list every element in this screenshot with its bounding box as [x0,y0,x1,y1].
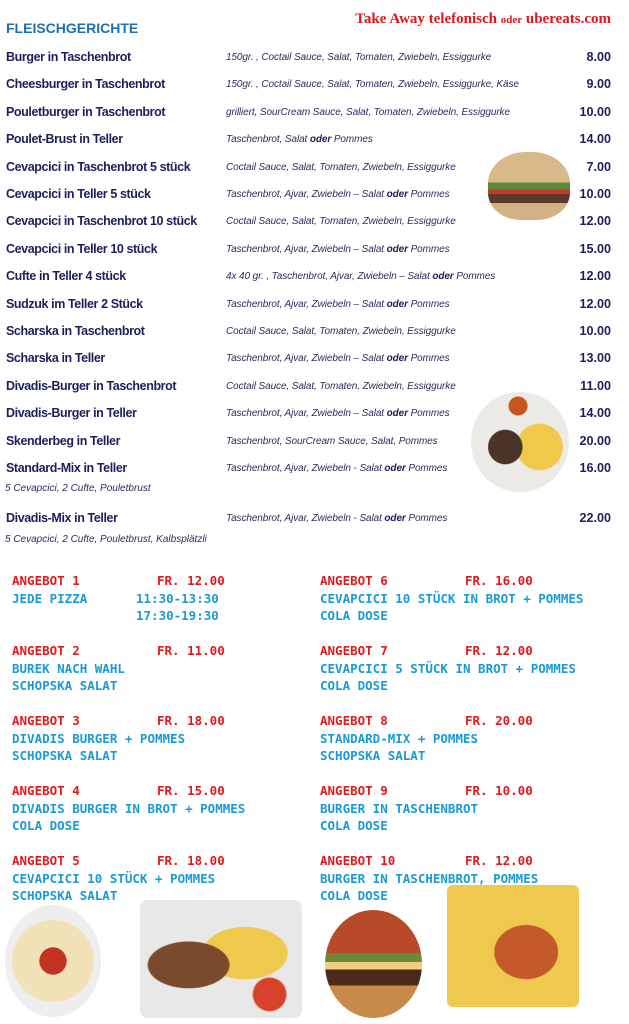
offer-header [320,782,620,800]
description-text: Pommes [407,243,450,255]
item-description [226,162,456,173]
offer-line: COLA DOSE [320,608,388,623]
item-name: Poulet-Brust in Teller [6,132,123,147]
description-text: Pommes [407,298,450,310]
offer-line-row [320,887,620,905]
description-text: Pommes [405,463,448,474]
item-description [226,107,510,118]
offer-title: ANGEBOT 8 [320,713,388,728]
item-name: Cevapcici in Taschenbrot 5 stück [6,159,191,174]
offer-line: BURGER IN TASCHENBROT [320,800,479,816]
offer-header [12,852,312,870]
item-price: 12.00 [579,269,611,284]
item-price: 7.00 [586,159,611,174]
item-description [226,299,449,310]
offer-title: ANGEBOT 9 [320,783,388,798]
menu-item [0,297,629,317]
item-subtext: 5 Cevapcici, 2 Cufte, Pouletbrust [5,483,151,495]
item-description [226,326,456,337]
description-text: Pommes [453,271,496,283]
menu-item [0,50,629,70]
description-text: grilliert, SourCream Sauce, Salat, Tomaten, Zwiebeln, Essiggurke [226,106,510,118]
offer-block [12,852,312,905]
offer-title: ANGEBOT 4 [12,783,80,798]
item-name: Cufte in Teller 4 stück [6,269,126,284]
item-name: Cevapcici in Taschenbrot 10 stück [6,214,197,229]
menu-item [0,406,629,426]
description-text: Taschenbrot, SourCream Sauce, Salat, Pommes [226,435,438,447]
description-text: Pommes [407,353,450,365]
offer-price: FR. 12.00 [465,853,533,868]
oder-text: oder [384,513,406,525]
offer-line: COLA DOSE [320,818,388,833]
offer-line: JEDE PIZZA [12,590,88,606]
description-text: Pommes [405,513,448,525]
offer-price: FR. 20.00 [465,713,533,728]
offer-line-row [12,870,312,888]
offer-price: FR. 15.00 [157,783,225,798]
offer-line: SCHOPSKA SALAT [12,678,118,693]
item-subtext: 5 Cevapcici, 2 Cufte, Pouletbrust, Kalbsplätzli [5,533,207,545]
offer-block [320,782,620,835]
offer-title: ANGEBOT 5 [12,853,80,868]
item-name: Scharska in Taschenbrot [6,324,145,338]
oder-text: oder [386,189,408,200]
item-description [226,353,449,364]
grill-plate-photo [140,900,302,1018]
offer-title: ANGEBOT 10 [320,853,396,868]
item-name: Cheesburger in Taschenbrot [6,77,165,92]
item-price: 10.00 [579,104,611,119]
description-text: Coctail Sauce, Salat, Tomaten, Zwiebeln, Essiggurke [226,161,456,173]
offer-line: CEVAPCICI 10 STÜCK + POMMES [12,870,216,886]
item-price: 9.00 [586,77,611,92]
item-price: 10.00 [579,187,611,201]
offer-line: COLA DOSE [320,678,388,693]
offer-header [12,782,312,800]
offer-price: FR. 12.00 [465,643,533,658]
description-text: Taschenbrot, Ajvar, Zwiebeln – Salat [226,189,387,200]
menu-item [0,434,629,454]
offer-block [12,642,312,695]
description-text: 150gr. , Coctail Sauce, Salat, Tomaten, Zwiebeln, Essiggurke, Käse [226,79,519,91]
offer-line: STANDARD-MIX + POMMES [320,730,479,746]
description-text: Coctail Sauce, Salat, Tomaten, Zwiebeln, Essiggurke [226,326,456,337]
offer-block [320,712,620,765]
offer-line-row [320,800,620,818]
description-text: Taschenbrot, Ajvar, Zwiebeln – Salat [226,298,387,310]
offer-block [320,572,620,625]
item-description [226,244,449,255]
offer-header [320,642,620,660]
item-description [226,408,449,419]
menu-item [0,242,629,262]
item-price: 10.00 [579,324,611,338]
description-text: Taschenbrot, Ajvar, Zwiebeln - Salat [226,463,385,474]
item-description [226,134,373,145]
offer-line-row [12,817,312,835]
item-description [226,52,491,63]
item-price: 16.00 [579,461,611,475]
offer-line: SCHOPSKA SALAT [320,748,426,763]
offer-time: 11:30-13:30 [136,590,219,606]
burger-photo-2 [325,910,422,1018]
offer-line-row [320,730,620,748]
item-price: 22.00 [579,511,611,526]
description-text: Taschenbrot, Ajvar, Zwiebeln – Salat [226,243,387,255]
menu-item [0,269,629,289]
item-name: Cevapcici in Teller 5 stück [6,187,151,201]
item-name: Scharska in Teller [6,351,105,366]
menu-item [0,187,629,207]
item-description [226,189,449,200]
item-name: Skenderbeg in Teller [6,433,121,448]
offer-block [320,852,620,905]
item-description [226,79,519,90]
item-description [226,513,447,524]
offer-line-row [12,747,312,765]
description-text: Taschenbrot, Ajvar, Zwiebeln – Salat [226,408,387,420]
offer-line-row [320,660,620,678]
offer-line-row [320,677,620,695]
description-text: Taschenbrot, Salat [226,134,310,146]
offer-line: SCHOPSKA SALAT [12,888,118,903]
oder-text: oder [386,353,408,365]
offer-header [320,712,620,730]
offer-price: FR. 16.00 [465,573,533,588]
offer-line-row [12,730,312,748]
menu-item [0,105,629,125]
item-price: 12.00 [579,296,611,311]
offer-header [320,852,620,870]
offer-title: ANGEBOT 7 [320,643,388,658]
offer-line: COLA DOSE [320,888,388,903]
item-price: 15.00 [579,241,611,256]
item-price: 8.00 [586,50,611,64]
offer-header [12,572,312,590]
offer-price: FR. 10.00 [465,783,533,798]
offer-line-row [320,590,620,608]
item-description [226,271,495,282]
item-price: 12.00 [579,214,611,229]
oder-text: oder [386,298,408,310]
menu-item [0,160,629,180]
description-text: 150gr. , Coctail Sauce, Salat, Tomaten, Zwiebeln, Essiggurke [226,52,492,63]
offer-line: CEVAPCICI 10 STÜCK IN BROT + POMMES [320,590,584,606]
menu-item [0,351,629,371]
offer-price: FR. 12.00 [157,573,225,588]
item-name: Cevapcici in Teller 10 stück [6,241,158,256]
offer-line: DIVADIS BURGER + POMMES [12,730,186,746]
item-description [226,381,456,392]
offer-title: ANGEBOT 2 [12,643,80,658]
menu-item [0,511,629,531]
offer-line: BURGER IN TASCHENBROT, POMMES [320,870,539,886]
offer-line-row [320,870,620,888]
offer-time: 17:30-19:30 [136,608,219,623]
item-name: Divadis-Burger in Taschenbrot [6,378,177,393]
offer-line-row [12,887,312,905]
offer-header [12,642,312,660]
offer-header [320,572,620,590]
takeaway-link: ubereats.com [525,11,611,27]
oder-text: oder [384,463,406,474]
offer-price: FR. 18.00 [157,713,225,728]
oder-text: oder [432,271,454,283]
item-name: Sudzuk im Teller 2 Stück [6,296,143,311]
description-text: Taschenbrot, Ajvar, Zwiebeln – Salat [226,353,387,365]
takeaway-or: oder [500,14,523,26]
item-description [226,463,447,474]
menu-item [0,324,629,344]
item-description [226,216,456,227]
takeaway-text: Take Away telefonisch [355,11,497,27]
offer-line-row [12,677,312,695]
description-text: Coctail Sauce, Salat, Tomaten, Zwiebeln, Essiggurke [226,216,456,228]
item-name: Burger in Taschenbrot [6,50,131,64]
section-title: FLEISCHGERICHTE [6,20,139,36]
offer-price: FR. 11.00 [157,643,225,658]
offer-line: BUREK NACH WAHL [12,660,125,676]
description-text: 4x 40 gr. , Taschenbrot, Ajvar, Zwiebeln – Salat [226,271,433,283]
item-price: 14.00 [579,406,611,421]
item-name: Divadis-Burger in Teller [6,406,137,421]
item-price: 20.00 [579,433,611,448]
menu-item [0,77,629,97]
oder-text: oder [386,243,408,255]
menu-item [0,132,629,152]
offer-line-row [320,607,620,625]
item-name: Pouletburger in Taschenbrot [6,104,166,119]
offer-line: SCHOPSKA SALAT [12,748,118,763]
offer-block [12,712,312,765]
item-name: Divadis-Mix in Teller [6,511,118,526]
menu-item [0,461,629,481]
description-text: Pommes [331,134,373,146]
item-price: 14.00 [579,132,611,147]
pasta-photo [5,905,101,1017]
offer-block [320,642,620,695]
offer-block [12,782,312,835]
offer-line: DIVADIS BURGER IN BROT + POMMES [12,800,246,816]
offer-line-row [12,660,312,678]
offer-price: FR. 18.00 [157,853,225,868]
menu-item [0,379,629,399]
offer-line: COLA DOSE [12,818,80,833]
offer-line: CEVAPCICI 5 STÜCK IN BROT + POMMES [320,660,576,676]
offer-title: ANGEBOT 1 [12,573,80,588]
takeaway-note [355,11,611,28]
description-text: Coctail Sauce, Salat, Tomaten, Zwiebeln, Essiggurke [226,380,456,392]
offer-line-row [12,800,312,818]
offer-title: ANGEBOT 3 [12,713,80,728]
oder-text: oder [386,408,408,420]
description-text: Taschenbrot, Ajvar, Zwiebeln - Salat [226,513,385,525]
item-name: Standard-Mix in Teller [6,461,127,475]
oder-text: oder [309,134,332,146]
offer-line-row [320,747,620,765]
description-text: Pommes [407,189,450,200]
offer-header [12,712,312,730]
offer-line-row [320,817,620,835]
item-description [226,436,438,447]
offer-block [12,572,312,623]
item-price: 13.00 [579,351,611,366]
description-text: Pommes [407,408,450,420]
item-price: 11.00 [580,378,611,393]
offer-title: ANGEBOT 6 [320,573,388,588]
menu-item [0,214,629,234]
